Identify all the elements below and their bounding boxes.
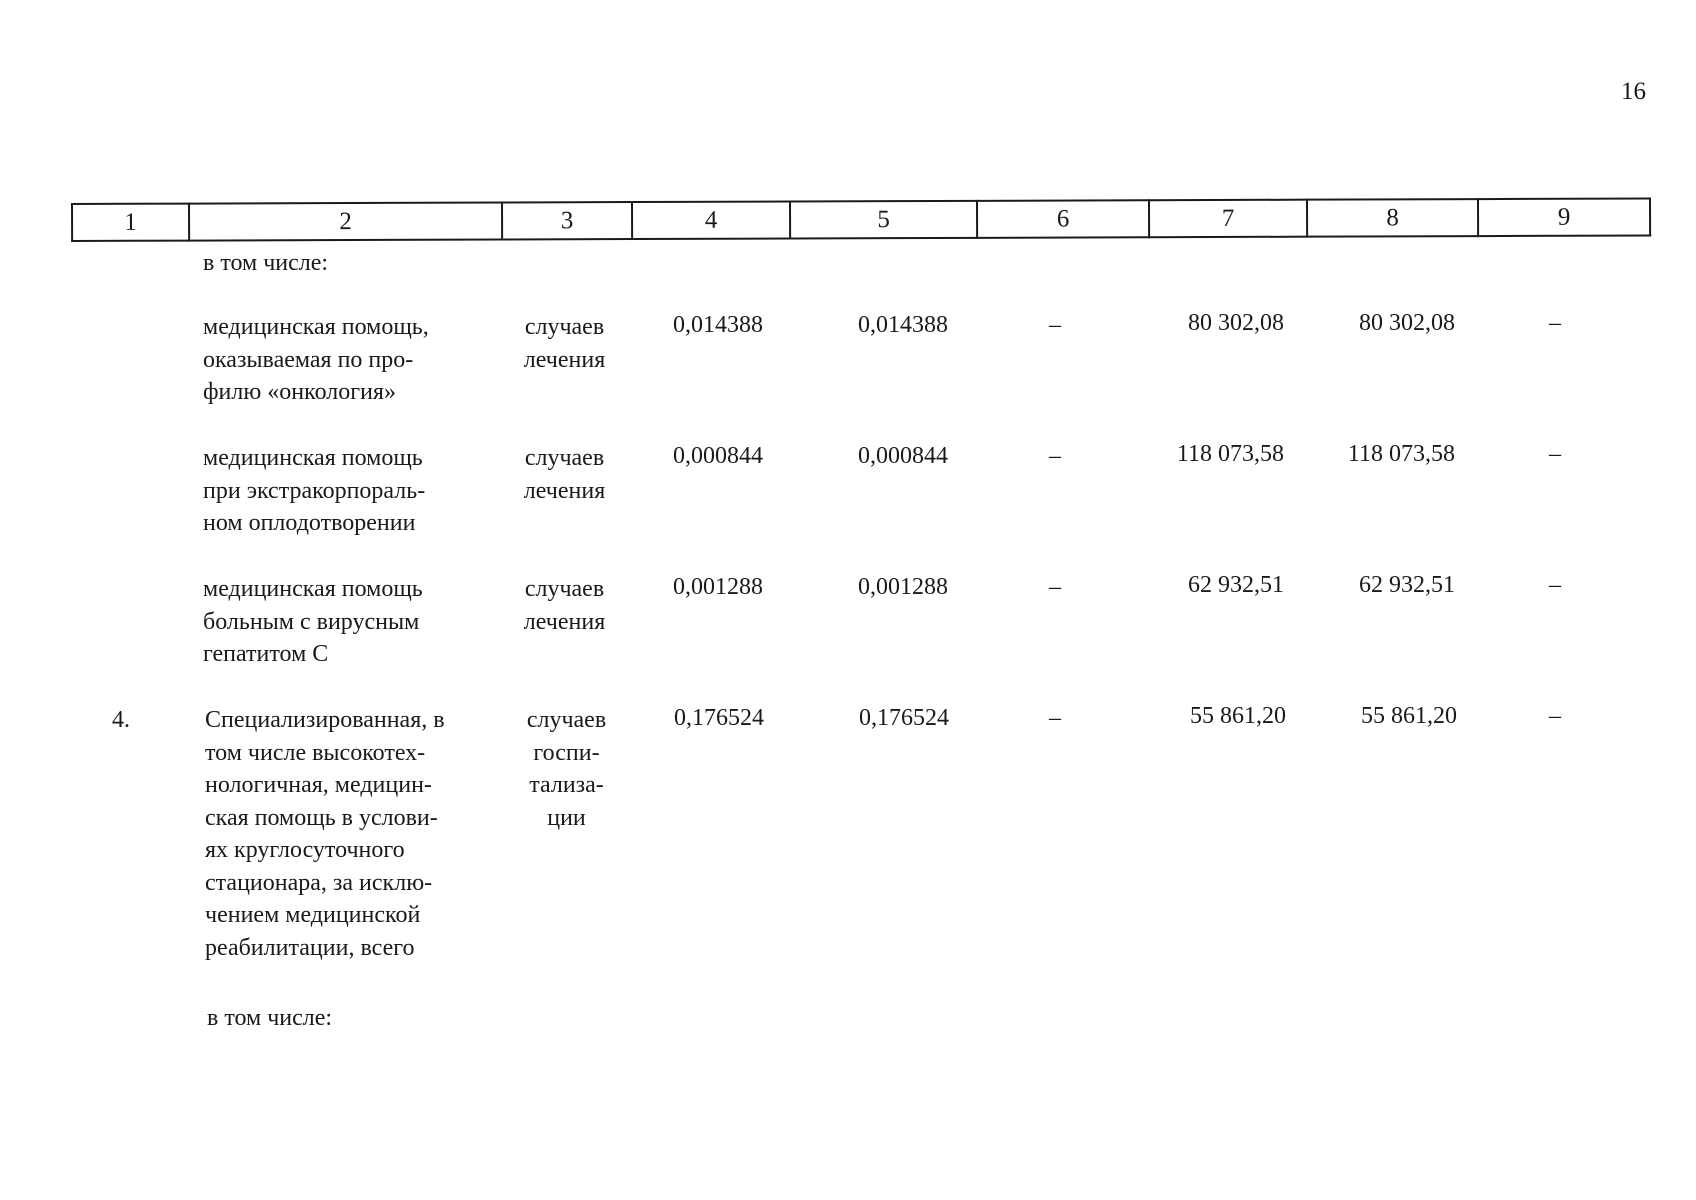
row-col6: – [1049,312,1061,338]
row-col8: 118 073,58 [1347,441,1455,467]
row-col8: 80 302,08 [1359,310,1455,336]
row-col6: – [1049,574,1061,600]
row-col9: – [1549,441,1561,467]
row-description: медицинская помощь при экстракорпораль- ном оплодотворении [203,445,426,536]
row-col4: 0,176524 [674,705,764,731]
column-header-3: 3 [502,202,632,239]
row-unit: случаев лечения [523,576,606,635]
row-description: Специализированная, в том числе высокотех- нологичная, медицин- ская помощь в услови- ях круглосуточного стационара, за исклю- чением медицинской реабилитации, всего [205,707,445,961]
row-col5: 0,176524 [859,705,949,731]
row-col7: 55 861,20 [1190,703,1286,729]
row-col5: 0,001288 [858,574,948,600]
column-header-9: 9 [1478,198,1650,236]
column-header-4: 4 [632,201,790,239]
row-col9: – [1549,572,1561,598]
column-header-5: 5 [790,201,977,239]
row-col9: – [1549,310,1561,336]
row-col8: 55 861,20 [1361,703,1457,729]
row-unit: случаев госпи- тализа- ции [526,707,607,831]
row-col8: 62 932,51 [1359,572,1455,598]
row-unit: случаев лечения [523,314,606,373]
sub-label-bottom: в том числе: [207,1005,333,1031]
row-col7: 62 932,51 [1188,572,1284,598]
column-header-2: 2 [189,202,502,240]
row-col5: 0,014388 [858,312,948,338]
row-col6: – [1049,443,1061,469]
row-col5: 0,000844 [858,443,948,469]
row-col4: 0,000844 [673,443,763,469]
column-header-8: 8 [1307,199,1478,237]
row-col4: 0,001288 [673,574,763,600]
sub-label-top: в том числе: [203,250,329,276]
page-number: 16 [1621,78,1646,105]
column-header-1: 1 [72,204,189,241]
row-col9: – [1549,703,1561,729]
row-description: медицинская помощь больным с вирусным гепатитом С [203,576,423,667]
row-col7: 80 302,08 [1188,310,1284,336]
row-number: 4. [112,707,130,733]
row-col6: – [1049,705,1061,731]
row-description: медицинская помощь, оказываемая по про- филю «онкология» [203,314,429,405]
column-header-6: 6 [977,200,1149,238]
column-header-7: 7 [1149,200,1307,238]
row-col7: 118 073,58 [1176,441,1284,467]
row-col4: 0,014388 [673,312,763,338]
row-unit: случаев лечения [523,445,606,504]
